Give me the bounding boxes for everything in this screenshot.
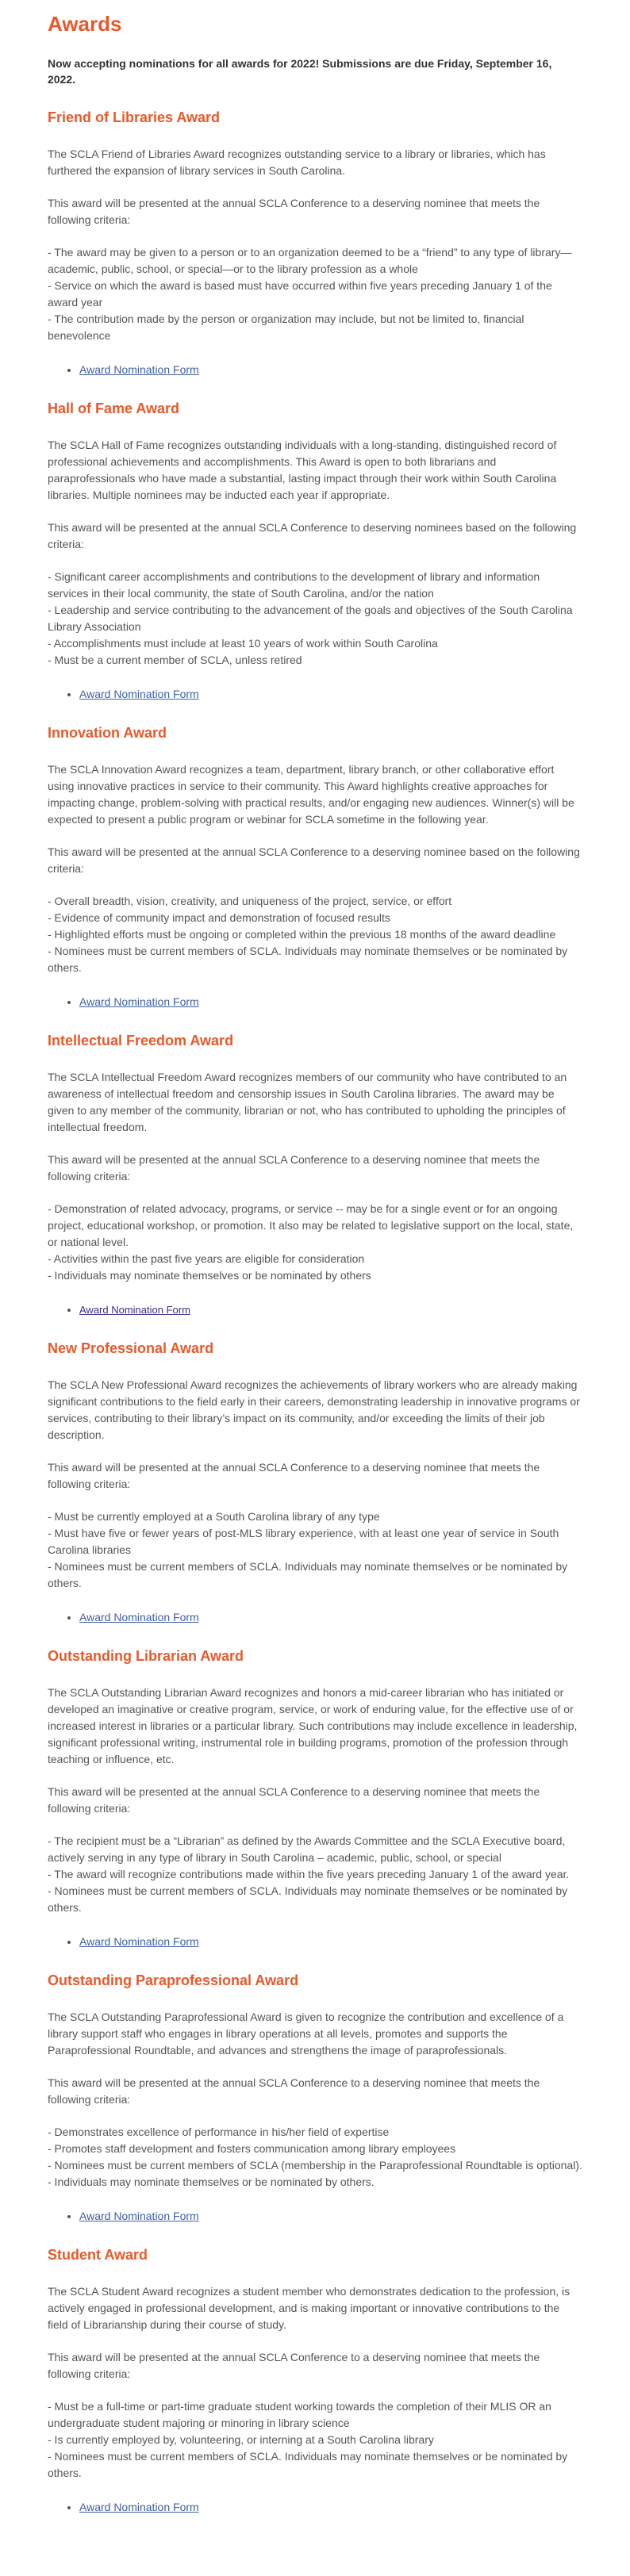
criteria-item: - Individuals may nominate themselves or be nominated by others xyxy=(48,1269,371,1282)
criteria-item: - Demonstrates excellence of performance in his/her field of expertise xyxy=(48,2126,390,2138)
page-title: Awards xyxy=(48,12,122,36)
award-criteria-intro: This award will be presented at the annual SCLA Conference to a deserving nominee that meets the following criteria: xyxy=(48,2076,540,2106)
award-criteria-intro: This award will be presented at the annual SCLA Conference to a deserving nominee that meets the following criteria: xyxy=(48,1153,540,1183)
award-title: Innovation Award xyxy=(48,725,167,741)
award-link-item xyxy=(79,2208,582,2225)
criteria-item: - Nominees must be current members of SCLA. Individuals may nominate themselves or be nominated by others. xyxy=(48,1560,568,1589)
award-description: The SCLA Outstanding Paraprofessional Award is given to recognize the contribution and excellence of a library support staff who engages in library operations at all levels, promotes and supports the Paraprofessional Roundtable, and advances and strengthens the image of paraprofessionals. xyxy=(48,2011,564,2057)
award-description: The SCLA Student Award recognizes a student member who demonstrates dedication to the profession, is actively engaged in professional development, and is making important or innovative contributions to the field of Librarianship during their course of study. xyxy=(48,2285,570,2331)
award-criteria-list xyxy=(48,2124,582,2191)
award-criteria-intro: This award will be presented at the annual SCLA Conference to a deserving nominee that meets the following criteria: xyxy=(48,1785,540,1815)
award-links xyxy=(48,1934,582,1950)
award-criteria-list xyxy=(48,244,582,344)
award-link-item xyxy=(79,686,582,703)
criteria-item: - Individuals may nominate themselves or be nominated by others. xyxy=(48,2175,375,2188)
criteria-item: - Service on which the award is based must have occurred within five years preceding January 1 of the award year xyxy=(48,279,552,309)
award-title: Student Award xyxy=(48,2247,148,2263)
award-section-new-professional-award xyxy=(48,1339,582,1626)
award-section-outstanding-librarian-award xyxy=(48,1646,582,1950)
award-description: The SCLA Hall of Fame recognizes outstanding individuals with a long-standing, distinguished record of professional achievements and accomplishments. This Award is open to both librarians and paraprofessionals who have made a substantial, lasting impact through their work within South Carolina libraries. Multiple nominees may be inducted each year if appropriate. xyxy=(48,439,557,501)
award-criteria-list xyxy=(48,893,582,976)
award-links xyxy=(48,1301,582,1318)
award-links xyxy=(48,1609,582,1626)
award-title: Friend of Libraries Award xyxy=(48,109,221,125)
award-criteria-intro: This award will be presented at the annual SCLA Conference to a deserving nominee that meets the following criteria: xyxy=(48,1461,540,1490)
award-title: Outstanding Paraprofessional Award xyxy=(48,1972,299,1988)
award-description: The SCLA Friend of Libraries Award recognizes outstanding service to a library or libraries, which has furthered the expansion of library services in South Carolina. xyxy=(48,148,546,177)
nominations-announcement: Now accepting nominations for all awards for 2022! Submissions are due Friday, September 16, 2022. xyxy=(48,57,552,86)
award-link-item xyxy=(79,2499,582,2516)
criteria-item: - Activities within the past five years are eligible for consideration xyxy=(48,1252,365,1265)
criteria-item: - Nominees must be current members of SCLA. Individuals may nominate themselves or be nominated by others. xyxy=(48,945,568,974)
award-link-item xyxy=(79,1934,582,1950)
criteria-item: - The recipient must be a “Librarian” as defined by the Awards Committee and the SCLA Executive board, actively serving in any type of library in South Carolina – academic, public, school, or special xyxy=(48,1834,566,1864)
criteria-item: - Must be currently employed at a South Carolina library of any type xyxy=(48,1510,380,1523)
criteria-item: - The contribution made by the person or organization may include, but not be limited to, financial benevolence xyxy=(48,312,524,342)
award-criteria-list xyxy=(48,1833,582,1916)
award-title: New Professional Award xyxy=(48,1340,214,1356)
criteria-item: - Must be a full-time or part-time graduate student working towards the completion of their MLIS OR an undergraduate student majoring or minoring in library science xyxy=(48,2400,551,2429)
award-nomination-form-link[interactable]: Award Nomination Form xyxy=(79,688,199,700)
criteria-item: - Must have five or fewer years of post-MLS library experience, with at least one year of service in South Carolina libraries xyxy=(48,1527,559,1556)
award-criteria-intro: This award will be presented at the annual SCLA Conference to a deserving nominee that meets the following criteria: xyxy=(48,2351,540,2380)
award-nomination-form-link[interactable]: Award Nomination Form xyxy=(79,2210,199,2222)
award-description: The SCLA New Professional Award recognizes the achievements of library workers who are already making significant contributions to the field early in their careers, demonstrating leadership in innovative programs or services, contributing to their library’s impact on its community, and/or exceeding the limits of their job description. xyxy=(48,1378,580,1441)
award-section-outstanding-paraprofessional-award xyxy=(48,1971,582,2225)
award-criteria-list xyxy=(48,2398,582,2482)
award-links xyxy=(48,994,582,1010)
award-link-item xyxy=(79,1301,582,1318)
criteria-item: - Is currently employed by, volunteering, or interning at a South Carolina library xyxy=(48,2433,434,2446)
award-link-item xyxy=(79,1609,582,1626)
award-criteria-intro: This award will be presented at the annual SCLA Conference to a deserving nominee that meets the following criteria: xyxy=(48,197,540,226)
award-section-hall-of-fame-award xyxy=(48,399,582,703)
award-section-innovation-award xyxy=(48,723,582,1010)
award-link-item xyxy=(79,362,582,378)
criteria-item: - Accomplishments must include at least 10 years of work within South Carolina xyxy=(48,637,438,650)
award-criteria-list xyxy=(48,569,582,669)
criteria-item: - Nominees must be current members of SCLA. Individuals may nominate themselves or be nominated by others. xyxy=(48,1884,568,1914)
award-criteria-intro: This award will be presented at the annual SCLA Conference to deserving nominees based on the following criteria: xyxy=(48,521,577,550)
award-title: Hall of Fame Award xyxy=(48,401,180,416)
criteria-item: - Highlighted efforts must be ongoing or completed within the previous 18 months of the award deadline xyxy=(48,928,556,941)
criteria-item: - Nominees must be current members of SCLA. Individuals may nominate themselves or be nominated by others. xyxy=(48,2450,568,2479)
criteria-item: - Nominees must be current members of SCLA (membership in the Paraprofessional Roundtable is optional). xyxy=(48,2159,582,2172)
awards-list xyxy=(48,108,582,2516)
award-title: Intellectual Freedom Award xyxy=(48,1033,234,1048)
criteria-item: - The award may be given to a person or to an organization deemed to be a “friend” to any type of library—academic, public, school, or special—or to the library profession as a whole xyxy=(48,246,572,275)
criteria-item: - Demonstration of related advocacy, programs, or service -- may be for a single event or for an ongoing project, educational workshop, or promotion. It also may be related to legislative support on the local, state, or national level. xyxy=(48,1202,574,1248)
award-nomination-form-link[interactable]: Award Nomination Form xyxy=(79,1611,199,1623)
award-nomination-form-link[interactable]: Award Nomination Form xyxy=(79,1935,199,1948)
award-description: The SCLA Intellectual Freedom Award recognizes members of our community who have contributed to an awareness of intellectual freedom and censorship issues in South Carolina libraries. The award may be given to any member of the community, librarian or not, who has contributed to upholding the principles of intellectual freedom. xyxy=(48,1071,567,1133)
award-criteria-list xyxy=(48,1201,582,1284)
award-criteria-intro: This award will be presented at the annual SCLA Conference to a deserving nominee based on the following criteria: xyxy=(48,845,580,875)
award-links xyxy=(48,2208,582,2225)
award-nomination-form-link[interactable]: Award Nomination Form xyxy=(79,2501,199,2513)
award-description: The SCLA Outstanding Librarian Award recognizes and honors a mid-career librarian who has initiated or developed an imaginative or creative program, service, or work of enduring value, for the effective use of or increased interest in libraries or a particular library. Such contributions may include excellence in leadership, significant professional writing, instrumental role in building programs, promotion of the profession through teaching or influence, etc. xyxy=(48,1686,578,1765)
criteria-item: - Leadership and service contributing to the advancement of the goals and objectives of the South Carolina Library Association xyxy=(48,604,573,633)
criteria-item: - Promotes staff development and fosters communication among library employees xyxy=(48,2142,456,2155)
criteria-item: - Evidence of community impact and demonstration of focused results xyxy=(48,911,390,924)
criteria-item: - Overall breadth, vision, creativity, and uniqueness of the project, service, or effort xyxy=(48,895,452,907)
criteria-item: - The award will recognize contributions made within the five years preceding January 1 of the award year. xyxy=(48,1868,570,1880)
award-section-student-award xyxy=(48,2245,582,2516)
award-link-item xyxy=(79,994,582,1010)
award-links xyxy=(48,362,582,378)
award-nomination-form-link[interactable]: Award Nomination Form xyxy=(79,363,199,376)
award-section-friend-of-libraries-award xyxy=(48,108,582,378)
award-nomination-form-link[interactable]: Award Nomination Form xyxy=(79,1304,190,1316)
award-section-intellectual-freedom-award xyxy=(48,1031,582,1318)
criteria-item: - Significant career accomplishments and contributions to the development of library and information services in their local community, the state of South Carolina, and/or the nation xyxy=(48,570,540,600)
award-nomination-form-link[interactable]: Award Nomination Form xyxy=(79,995,199,1008)
award-links xyxy=(48,686,582,703)
award-links xyxy=(48,2499,582,2516)
criteria-item: - Must be a current member of SCLA, unless retired xyxy=(48,654,302,666)
award-description: The SCLA Innovation Award recognizes a team, department, library branch, or other collaborative effort using innovative practices in service to their community. This Award highlights creative approaches for impacting change, problem-solving with practical results, and/or engaging new audiences. Winner(s) will be expected to present a public program or webinar for SCLA sometime in the following year. xyxy=(48,763,574,826)
award-criteria-list xyxy=(48,1508,582,1592)
award-title: Outstanding Librarian Award xyxy=(48,1648,244,1664)
